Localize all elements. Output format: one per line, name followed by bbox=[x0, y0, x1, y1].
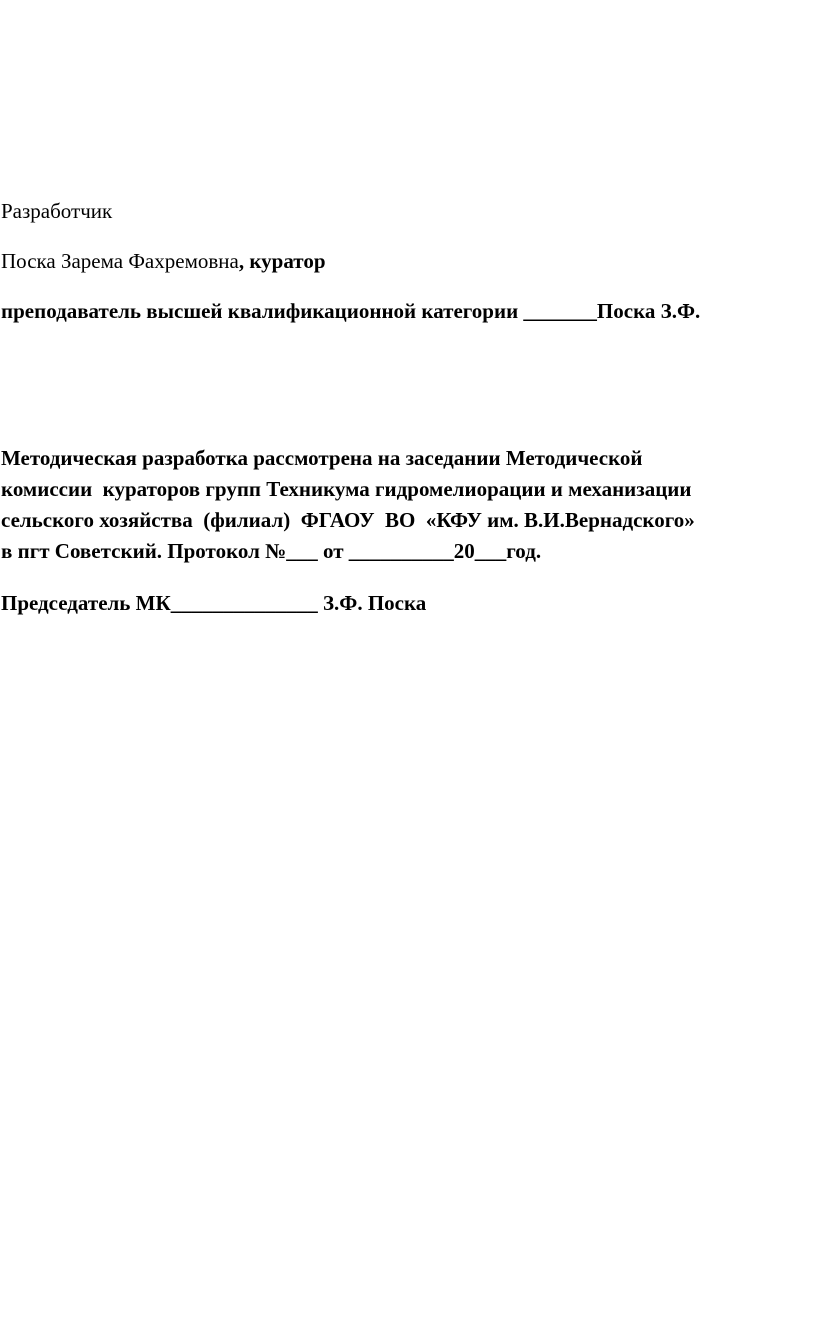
developer-label: Разработчик bbox=[1, 199, 113, 223]
position-line: преподаватель высшей квалификационной категории _______Поска З.Ф. bbox=[1, 299, 701, 323]
author-line bbox=[1, 248, 326, 274]
approval-line: комиссии кураторов групп Техникума гидромелиорации и механизации bbox=[1, 477, 692, 501]
approval-line: в пгт Советский. Протокол №___ от __________20___год. bbox=[1, 539, 542, 563]
author-name: Поска Зарема Фахремовна bbox=[1, 249, 239, 273]
approval-line: сельского хозяйства (филиал) ФГАОУ ВО «КФУ им. В.И.Вернадского» bbox=[1, 508, 695, 532]
author-role: , куратор bbox=[238, 249, 326, 273]
approval-line: Методическая разработка рассмотрена на заседании Методической bbox=[1, 446, 643, 470]
chairman-line: Председатель МК______________ З.Ф. Поска bbox=[1, 591, 427, 615]
approval-paragraph bbox=[1, 443, 813, 567]
